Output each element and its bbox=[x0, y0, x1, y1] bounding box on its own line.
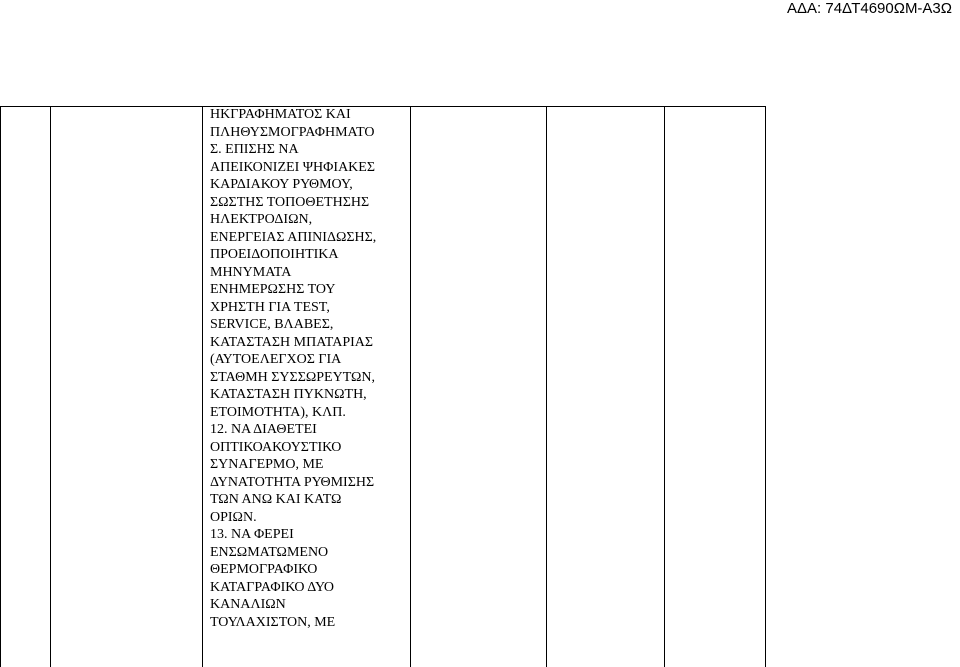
specification-line: ΤΟΥΛΑΧΙΣΤΟΝ, ΜΕ bbox=[210, 614, 336, 630]
specification-line: ΗΛΕΚΤΡΟΔΙΩΝ, bbox=[210, 212, 313, 227]
specification-line: ΗΚΓΡΑΦΗΜΑΤΟΣ ΚΑΙ bbox=[210, 107, 351, 122]
specification-line: ΠΡΟΕΙΔΟΠΟΙΗΤΙΚΑ bbox=[210, 247, 339, 262]
specification-line: ΕΝΗΜΕΡΩΣΗΣ ΤΟΥ bbox=[210, 282, 336, 297]
table-right-border bbox=[765, 106, 766, 667]
table-left-border bbox=[0, 106, 1, 667]
specification-line: ΚΑΤΑΣΤΑΣΗ ΜΠΑΤΑΡΙΑΣ bbox=[210, 334, 374, 350]
specification-line: ΧΡΗΣΤΗ ΓΙΑ TEST, bbox=[210, 299, 330, 315]
specification-cell bbox=[210, 106, 406, 631]
specification-line: (ΑΥΤΟΕΛΕΓΧΟΣ ΓΙΑ bbox=[210, 352, 342, 367]
specification-line: ΚΑΤΑΣΤΑΣΗ ΠΥΚΝΩΤΗ, bbox=[210, 387, 367, 402]
specification-line: ΣΤΑΘΜΗ ΣΥΣΣΩΡΕΥΤΩΝ, bbox=[210, 369, 376, 385]
specification-line: ΕΝΣΩΜΑΤΩΜΕΝΟ bbox=[210, 544, 329, 560]
ada-code: ΑΔΑ: 74ΔΤ4690ΩΜ-Α3Ω bbox=[787, 0, 952, 17]
specification-line: ΠΛΗΘΥΣΜΟΓΡΑΦΗΜΑΤΟ bbox=[210, 124, 375, 140]
specification-line: Σ. ΕΠΙΣΗΣ ΝΑ bbox=[210, 142, 299, 157]
column-divider bbox=[664, 106, 665, 667]
specification-line: ΘΕΡΜΟΓΡΑΦΙΚΟ bbox=[210, 562, 318, 577]
column-divider bbox=[202, 106, 203, 667]
specification-line: ΔΥΝΑΤΟΤΗΤΑ ΡΥΘΜΙΣΗΣ bbox=[210, 474, 375, 490]
specification-line: ΑΠΕΙΚΟΝΙΖΕΙ ΨΗΦΙΑΚΕΣ bbox=[210, 159, 375, 175]
spec-table bbox=[0, 106, 960, 667]
specification-line: ΚΑΡΔΙΑΚΟΥ ΡΥΘΜΟΥ, bbox=[210, 177, 353, 192]
specification-line: ΣΥΝΑΓΕΡΜΟ, ΜΕ bbox=[210, 457, 324, 472]
specification-line: ΚΑΝΑΛΙΩΝ bbox=[210, 597, 286, 612]
specification-line: ΕΤΟΙΜΟΤΗΤΑ), ΚΛΠ. bbox=[210, 404, 346, 420]
specification-line: ΜΗΝΥΜΑΤΑ bbox=[210, 264, 292, 280]
specification-line: 13. ΝΑ ΦΕΡΕΙ bbox=[210, 527, 294, 542]
specification-line: ΕΝΕΡΓΕΙΑΣ ΑΠΙΝΙΔΩΣΗΣ, bbox=[210, 229, 377, 245]
column-divider bbox=[50, 106, 51, 667]
specification-line: ΟΡΙΩΝ. bbox=[210, 509, 257, 525]
specification-line: ΤΩΝ ΑΝΩ ΚΑΙ ΚΑΤΩ bbox=[210, 492, 342, 507]
column-divider bbox=[546, 106, 547, 667]
specification-line: ΣΩΣΤΗΣ ΤΟΠΟΘΕΤΗΣΗΣ bbox=[210, 194, 370, 210]
specification-line: SERVICE, ΒΛΑΒΕΣ, bbox=[210, 317, 334, 332]
column-divider bbox=[410, 106, 411, 667]
specification-line: ΟΠΤΙΚΟΑΚΟΥΣΤΙΚΟ bbox=[210, 439, 342, 455]
specification-line: ΚΑΤΑΓΡΑΦΙΚΟ ΔΥΟ bbox=[210, 579, 334, 595]
specification-line: 12. ΝΑ ΔΙΑΘΕΤΕΙ bbox=[210, 422, 317, 437]
